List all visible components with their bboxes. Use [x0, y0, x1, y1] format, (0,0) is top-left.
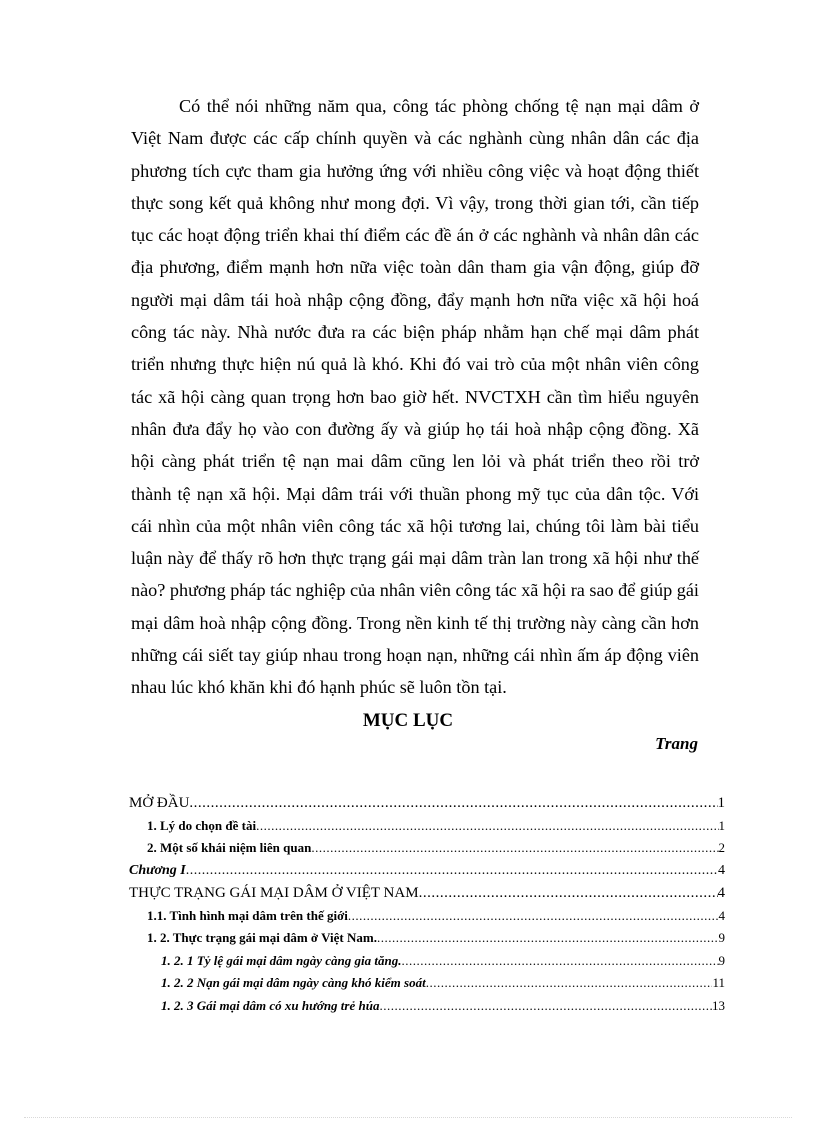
toc-leader-dots — [186, 863, 718, 879]
toc-entry[interactable] — [129, 953, 725, 976]
toc-entry[interactable] — [129, 840, 725, 863]
toc-entry[interactable] — [129, 885, 725, 908]
toc-entry[interactable] — [129, 818, 725, 841]
toc-entry[interactable] — [129, 863, 725, 886]
toc-entry-label: 2. Một số khái niệm liên quan — [147, 840, 312, 855]
toc-entry-page: 9 — [718, 930, 725, 945]
toc-entry-page: 1 — [717, 795, 725, 811]
toc-entry-page: 1 — [718, 817, 725, 833]
page-bottom-divider — [24, 1117, 792, 1118]
toc-entry-page: 4 — [717, 885, 725, 901]
toc-entry-label: 1. 2. 3 Gái mại dâm có xu hướng trẻ húa — [161, 997, 380, 1013]
toc-entry-page: 2 — [718, 840, 725, 855]
toc-leader-dots — [189, 795, 717, 812]
toc-entry-page: 4 — [718, 907, 725, 923]
toc-leader-dots — [256, 818, 718, 834]
toc-entry-page: 9 — [718, 952, 725, 968]
toc-entry-label: 1. 2. 2 Nạn gái mại dâm ngày càng khó kiểm soát — [161, 975, 426, 990]
toc-leader-dots — [311, 840, 718, 856]
table-of-contents — [129, 795, 725, 1020]
toc-leader-dots — [379, 998, 712, 1014]
toc-leader-dots — [377, 930, 719, 946]
toc-entry-page: 4 — [718, 862, 725, 878]
toc-entry-label: THỰC TRẠNG GÁI MẠI DÂM Ở VIỆT NAM — [129, 885, 419, 901]
toc-entry[interactable] — [129, 975, 725, 998]
toc-entry-label: MỞ ĐẦU — [129, 795, 190, 811]
toc-entry-label: 1. 2. Thực trạng gái mại dâm ở Việt Nam. — [147, 930, 377, 945]
toc-entry-label: Chương I — [129, 862, 186, 878]
toc-leader-dots — [348, 908, 719, 924]
toc-title: MỤC LỤC — [362, 710, 454, 731]
toc-entry[interactable] — [129, 795, 725, 818]
toc-entry[interactable] — [129, 930, 725, 953]
toc-page-header: Trang — [655, 734, 698, 753]
toc-entry-page: 11 — [712, 975, 725, 990]
toc-entry[interactable] — [129, 998, 725, 1021]
toc-leader-dots — [426, 975, 713, 991]
toc-entry-label: 1. 2. 1 Tỷ lệ gái mại dâm ngày càng gia tăng. — [161, 952, 402, 968]
toc-leader-dots — [419, 885, 718, 902]
toc-entry-label: 1. Lý do chọn đề tài — [147, 817, 257, 833]
toc-entry[interactable] — [129, 908, 725, 931]
toc-entry-page: 13 — [712, 997, 725, 1013]
toc-entry-label: 1.1. Tình hình mại dâm trên thế giới — [147, 907, 348, 923]
intro-paragraph: Có thể nói những năm qua, công tác phòng chống tệ nạn mại dâm ở Việt Nam được các cấp chính quyền và các nghành cùng nhân dân các địa phương tích cực tham gia hưởng ứng với nhiều công việc và hoạt động thiết thực song kết quả không như mong đợi. Vì vậy, trong thời gian tới, cần tiếp tục các hoạt động triển khai thí điểm các đề án ở các nghành và nhân dân các địa phương, điểm mạnh hơn nữa việc toàn dân tham gia vận động, giúp đỡ người mại dâm tái hoà nhập cộng đồng, đẩy mạnh hơn nữa việc xã hội hoá công tác này. Nhà nước đưa ra các biện pháp nhằm hạn chế mại dâm phát triển nhưng thực hiện nú quả là khó. Khi đó vai trò của một nhân viên công tác xã hội càng quan trọng hơn bao giờ hết. NVCTXH cần tìm hiểu nguyên nhân đưa đẩy họ vào con đường ấy và giúp họ tái hoà nhập cộng đồng. Xã hội càng phát triển tệ nạn mai dâm cũng len lỏi và phát triển theo rồi trở thành tệ nạn xã hội. Mại dâm trái với thuần phong mỹ tục của dân tộc. Với cái nhìn của một nhân viên công tác xã hội tương lai, chúng tôi làm bài tiểu luận này để thấy rõ hơn thực trạng gái mại dâm tràn lan trong xã hội như thế nào? phương pháp tác nghiệp của nhân viên công tác xã hội ra sao để giúp gái mại dâm hoà nhập cộng đồng. Trong nền kinh tế thị trường này càng cần hơn những cái siết tay giúp nhau trong hoạn nạn, những cái nhìn ấm áp động viên nhau lúc khó khăn khi đó hạnh phúc sẽ luôn tồn tại. — [131, 96, 699, 698]
toc-leader-dots — [402, 953, 719, 969]
